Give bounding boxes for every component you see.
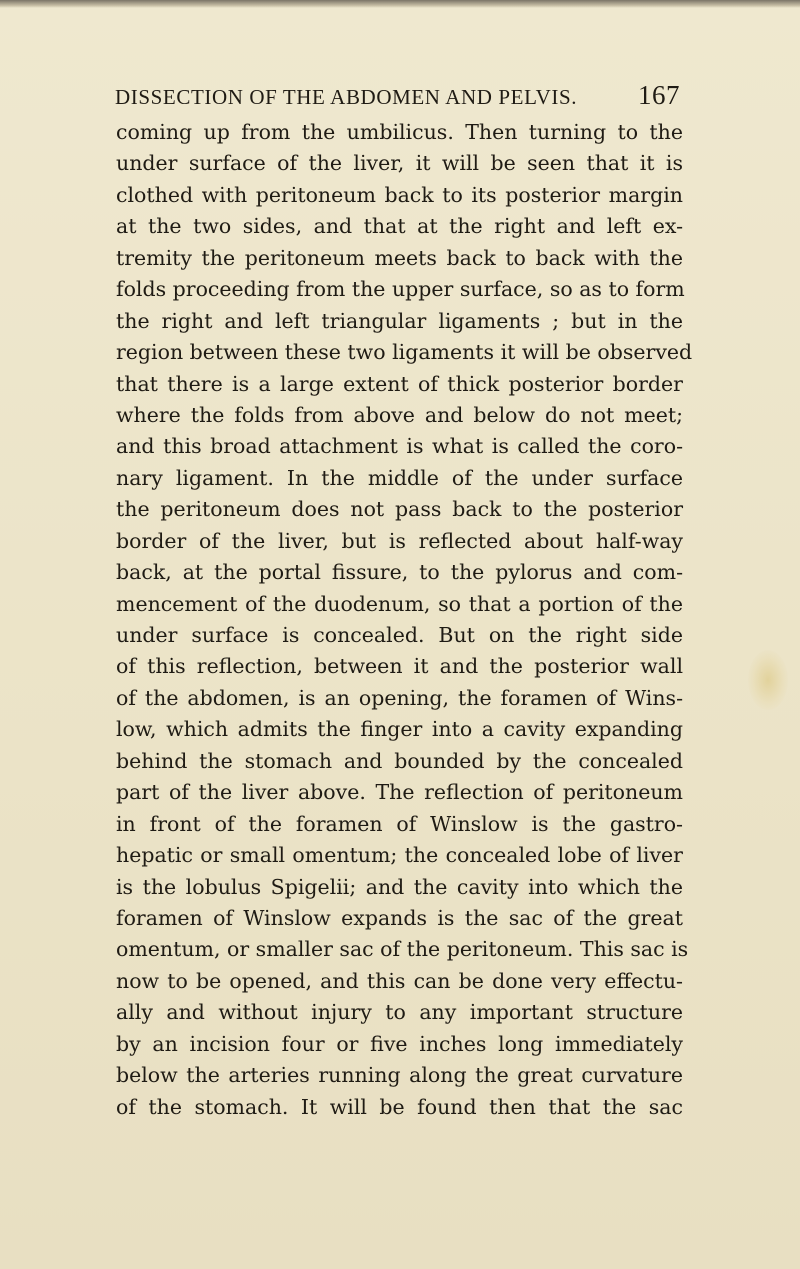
text-line: folds proceeding from the upper surface, so as to form	[116, 277, 685, 302]
page-number: 167	[638, 80, 680, 110]
text-line: clothed with peritoneum back to its posterior margin	[116, 182, 683, 207]
running-title: DISSECTION OF THE ABDOMEN AND PELVIS.	[115, 85, 578, 109]
text-line: at the two sides, and that at the right and left ex-	[116, 214, 683, 239]
text-line: tremity the peritoneum meets back to back with the	[116, 245, 683, 270]
text-line: back, at the portal fissure, to the pylorus and com-	[116, 560, 683, 585]
body-text	[116, 117, 693, 1123]
text-line: and this broad attachment is what is called the coro-	[116, 434, 683, 459]
running-head	[115, 80, 680, 116]
text-line: that there is a large extent of thick posterior border	[116, 371, 683, 396]
page-top-edge	[0, 0, 800, 8]
text-line: is the lobulus Spigelii; and the cavity into which the	[116, 874, 683, 899]
text-line: of this reflection, between it and the posterior wall	[116, 654, 683, 679]
text-line: the right and left triangular ligaments ; but in the	[116, 308, 683, 333]
text-line: mencement of the duodenum, so that a portion of the	[116, 591, 683, 616]
paper-stain	[748, 650, 788, 710]
text-line: region between these two ligaments it will be observed	[116, 340, 693, 365]
text-line: the peritoneum does not pass back to the posterior	[116, 497, 683, 522]
text-line: under surface of the liver, it will be seen that it is	[116, 151, 683, 176]
text-line: now to be opened, and this can be done very effectu-	[116, 968, 683, 993]
text-line: omentum, or smaller sac of the peritoneum. This sac is	[116, 937, 689, 962]
text-line: part of the liver above. The reflection of peritoneum	[116, 780, 683, 805]
text-line: under surface is concealed. But on the right side	[116, 623, 683, 647]
text-line: of the stomach. It will be found then that the sac	[116, 1094, 683, 1119]
text-line: foramen of Winslow expands is the sac of the great	[116, 905, 683, 930]
text-line: hepatic or small omentum; the concealed lobe of liver	[116, 843, 683, 868]
text-line: border of the liver, but is reflected about half-way	[116, 528, 683, 553]
text-line: in front of the foramen of Winslow is the gastro-	[116, 811, 683, 836]
text-line: low, which admits the finger into a cavity expanding	[116, 717, 683, 742]
text-line: of the abdomen, is an opening, the foramen of Wins-	[116, 685, 683, 710]
text-line: by an incision four or five inches long immediately	[116, 1031, 683, 1056]
text-line: nary ligament. In the middle of the under surface	[116, 465, 683, 490]
text-line: below the arteries running along the great curvature	[116, 1063, 683, 1088]
text-line: coming up from the umbilicus. Then turning to the	[116, 120, 683, 144]
text-line: where the folds from above and below do not meet;	[116, 402, 683, 427]
text-line: behind the stomach and bounded by the concealed	[116, 748, 683, 773]
text-line: ally and without injury to any important structure	[116, 1000, 683, 1025]
